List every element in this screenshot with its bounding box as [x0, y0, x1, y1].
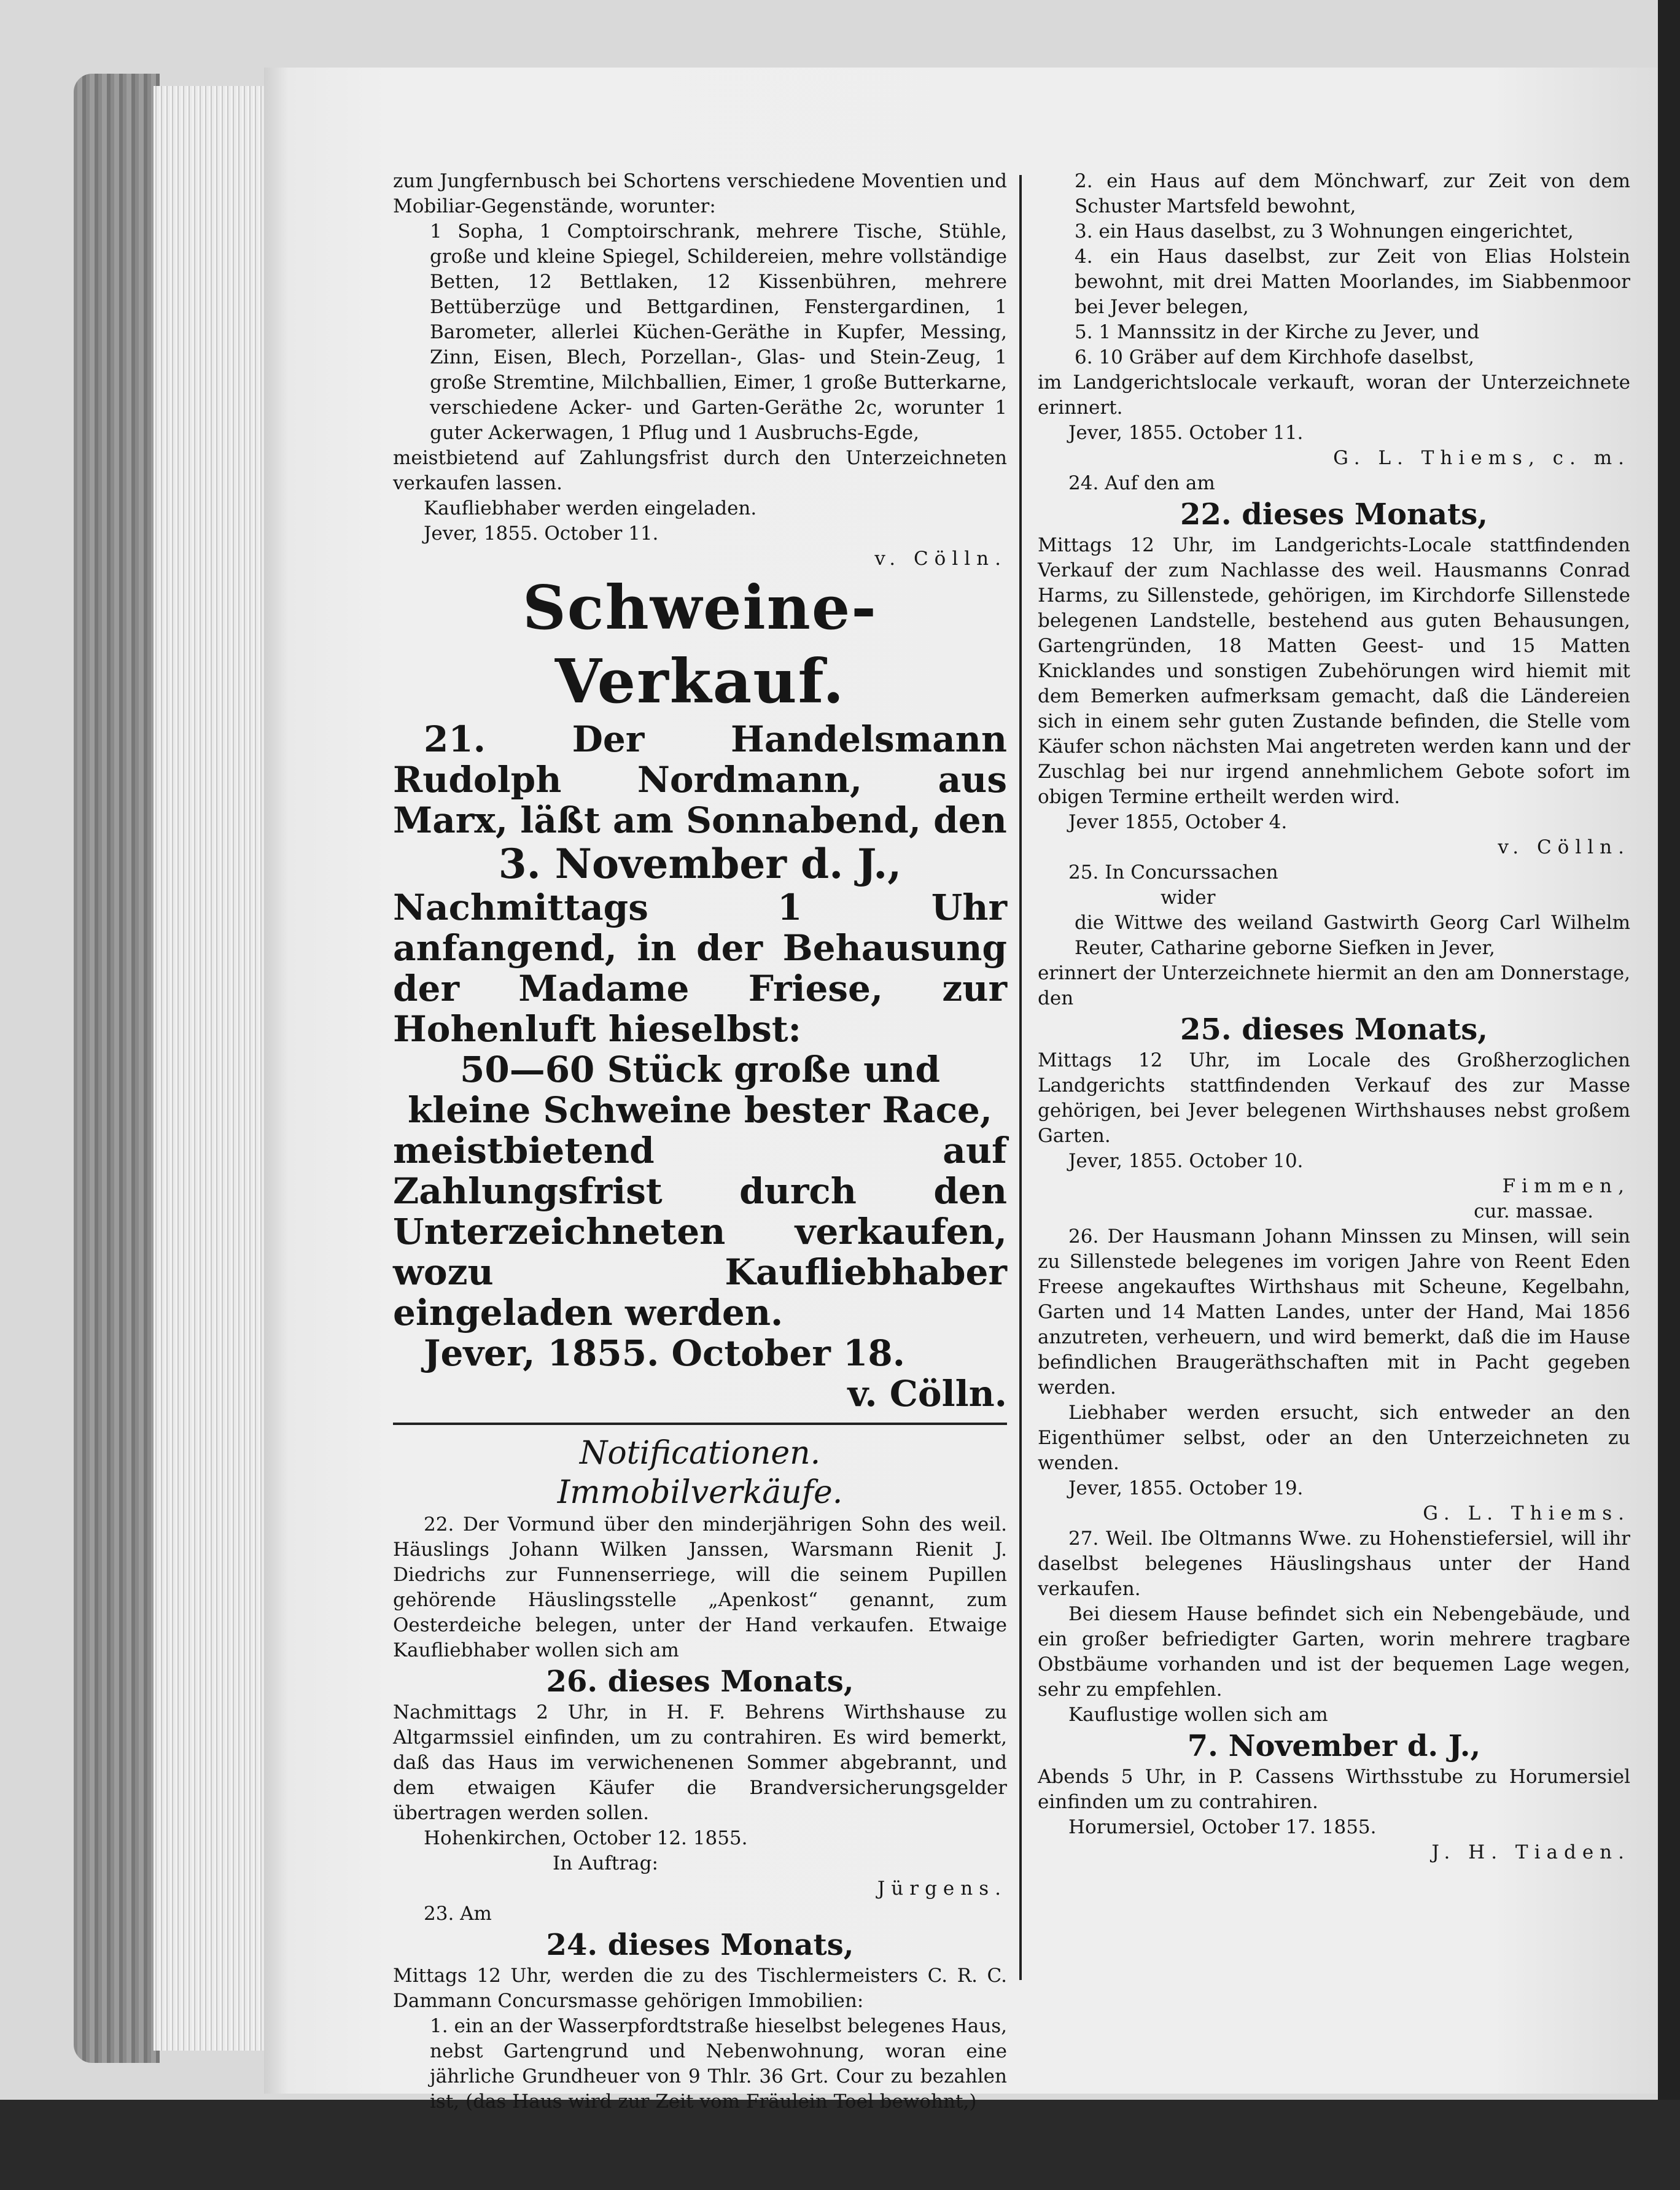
page-edges [154, 86, 264, 2051]
notice-26-signature: G. L. Thiems. [1423, 1502, 1630, 1524]
notice-27-signature: J. H. Tiaden. [1431, 1841, 1630, 1863]
notice-24-date: Jever 1855, October 4. [1068, 811, 1288, 833]
notice-25-signature-title: cur. massae. [1474, 1200, 1593, 1222]
column-rule [1019, 175, 1022, 1980]
ad-line-3: meistbietend auf Zahlungsfrist durch den Unterzeichneten verkaufen, wozu Kaufliebhaber eingeladen werden. [393, 1130, 1007, 1334]
notice-22-date: Hohenkirchen, October 12. 1855. [424, 1827, 748, 1849]
subsection-heading: Immobilverkäufe. [557, 1474, 843, 1511]
item-2: 2. ein Haus auf dem Mönchwarf, zur Zeit von dem Schuster Martsfeld bewohnt, [1075, 170, 1630, 217]
item-list: 1 Sopha, 1 Comptoirschrank, mehrere Tische, Stühle, große und kleine Spiegel, Schildereien, mehre vollständige Betten, 12 Bettlaken, 12 Kissenbühren, mehrere Bettüberzüge und Bettgardinen, Fenstergardinen, 1 Barometer, allerlei Küchen-Geräthe in Kupfer, Messing, Zinn, Eisen, Blech, Porzellan-, Glas- und Stein-Zeug, 1 große Stremtine, Milchballien, Eimer, 1 große Butterkarne, verschiedene Acker- und Garten-Geräthe 2c, worunter 1 guter Ackerwagen, 1 Pflug und 1 Ausbruchs-Egde, [430, 220, 1007, 444]
item-4: 4. ein Haus daselbst, zur Zeit von Elias Holstein bewohnt, mit drei Matten Moorlandes, im Siabbenmoor bei Jever belegen, [1075, 246, 1630, 318]
notice-22-body: Nachmittags 2 Uhr, in H. F. Behrens Wirthshause zu Altgarmssiel einfinden, um zu contrahiren. Es wird bemerkt, daß das Haus im verwichenenen Sommer abgebrannt, und dem etwaigen Käufer die Brandversicherungsgelder übertragen werden sollen. [393, 1701, 1007, 1824]
notice-27-body-2: Abends 5 Uhr, in P. Cassens Wirthsstube zu Horumersiel einfinden um zu contrahiren. [1038, 1766, 1630, 1813]
notice-26: 26. Der Hausmann Johann Minssen zu Minsen, will sein zu Sillenstede belegenes im vorigen Jahre von Reent Eden Freese angekauftes Wirthshaus mit Scheune, Kegelbahn, Garten und 14 Matten Landes, unter der Hand, Mai 1856 anzutreten, verheuern, und wird bemerkt, daß die im Hause befindlichen Braugeräthschaften mit in Pacht gegeben werden. [1038, 1225, 1630, 1399]
notice-25-signature: Fimmen, [1502, 1175, 1630, 1197]
intro-text: zum Jungfernbusch bei Schortens verschiedene Moventien und Mobiliar-Gegenstände, worunter: [393, 170, 1007, 217]
notice-23: 23. Am [424, 1903, 492, 1925]
notice-date: Jever, 1855. October 11. [424, 522, 659, 545]
notice-23-day: 24. dieses Monats, [546, 1928, 854, 1962]
notice-24-body: Mittags 12 Uhr, im Landgerichts-Locale stattfindenden Verkauf der zum Nachlasse des weil. Hausmanns Conrad Harms, zu Sillenstede, gehörigen, im Kirchdorfe Sillenstede belegenen Landstelle, bestehend aus guten Behausungen, Gartengründen, 18 Matten Geest- und 15 Matten Knicklandes und sonstigen Zubehörungen wird hiemit mit dem Bemerken aufmerksam gemacht, daß die Ländereien sich in einem sehr guten Zustande befinden, die Stelle vom Käufer schon nächsten Mai angetreten werden kann und der Zuschlag bei nur irgend annehmlichem Gebote sofort im obigen Termine ertheilt werden wird. [1038, 534, 1630, 808]
ad-line-1: 21. Der Handelsmann Rudolph Nordmann, aus Marx, läßt am Sonnabend, den [393, 718, 1007, 841]
section-heading: Notificationen. [579, 1435, 821, 1472]
left-column [393, 169, 1007, 2114]
ad-count: 50—60 Stück große und kleine Schweine bester Race, [408, 1049, 992, 1131]
item-5: 5. 1 Mannssitz in der Kirche zu Jever, und [1075, 321, 1480, 343]
notice-25-party: die Wittwe des weiland Gastwirth Georg Carl Wilhelm Reuter, Catharine geborne Siefken in Jever, [1075, 912, 1630, 959]
signature: v. Cölln. [874, 548, 1007, 570]
item-3: 3. ein Haus daselbst, zu 3 Wohnungen eingerichtet, [1075, 220, 1574, 243]
notice-27-invite: Kauflustige wollen sich am [1068, 1704, 1328, 1726]
notice-22-signature: Jürgens. [877, 1877, 1007, 1900]
notice-27: 27. Weil. Ibe Oltmanns Wwe. zu Hohenstiefersiel, will ihr daselbst belegenes Häuslingshaus unter der Hand verkaufen. [1038, 1528, 1630, 1600]
notice-22-auftrag: In Auftrag: [553, 1852, 658, 1874]
notice-25-wider: wider [1161, 887, 1216, 909]
notice-26-body: Liebhaber werden ersucht, sich entweder an den Eigenthümer selbst, oder an den Unterzeichneten zu wenden. [1038, 1402, 1630, 1474]
ad-title: Schweine-Verkauf. [523, 573, 877, 717]
ad-date: 3. November d. J., [498, 840, 902, 888]
ad-signature: v. Cölln. [847, 1373, 1007, 1415]
notice-24: 24. Auf den am [1068, 472, 1215, 494]
right-column [1038, 169, 1630, 1865]
notice-25-reminder: erinnert der Unterzeichnete hiermit an den am Donnerstage, den [1038, 962, 1630, 1009]
sale-terms: meistbietend auf Zahlungsfrist durch den Unterzeichneten verkaufen lassen. [393, 447, 1007, 494]
notice-22-day: 26. dieses Monats, [546, 1664, 854, 1699]
items-tail: im Landgerichtslocale verkauft, woran der Unterzeichnete erinnert. [1038, 371, 1630, 419]
ad-date-line: Jever, 1855. October 18. [424, 1332, 905, 1374]
notice-23-item-1: 1. ein an der Wasserpfordtstraße hieselbst belegenes Haus, nebst Gartengrund und Nebenwohnung, woran eine jährliche Grundheuer von 9 Thlr. 36 Grt. Cour zu bezahlen ist, (das Haus wird zur Zeit vom Fräulein Toel bewohnt,) [430, 2015, 1007, 2113]
notice-25-body: Mittags 12 Uhr, im Locale des Großherzoglichen Landgerichts stattfindenden Verkauf des zur Masse gehörigen, bei Jever belegenen Wirthshauses nebst großem Garten. [1038, 1049, 1630, 1147]
ad-line-2: Nachmittags 1 Uhr anfangend, in der Behausung der Madame Friese, zur Hohenluft hieselbst: [393, 887, 1007, 1050]
items-signature: G. L. Thiems, c. m. [1333, 447, 1630, 469]
notice-26-date: Jever, 1855. October 19. [1068, 1477, 1304, 1499]
notice-22: 22. Der Vormund über den minderjährigen Sohn des weil. Häuslings Johann Wilken Janssen, Warsmann Rienit J. Diedrichs zur Funnenserriege, will die seinem Pupillen gehörende Häuslingsstelle „Apenkost“ genannt, zum Oesterdeiche belegen, unter der Hand verkaufen. Etwaige Kaufliebhaber wollen sich am [393, 1513, 1007, 1661]
scan-border-right [1658, 0, 1680, 2190]
invitation: Kaufliebhaber werden eingeladen. [424, 497, 757, 519]
book-cover-edge [74, 74, 160, 2063]
notice-24-day: 22. dieses Monats, [1180, 497, 1488, 532]
notice-24-signature: v. Cölln. [1498, 836, 1630, 858]
notice-27-body: Bei diesem Hause befindet sich ein Nebengebäude, und ein großer befriedigter Garten, worin mehrere tragbare Obstbäume vorhanden und ist der bequemen Lage wegen, sehr zu empfehlen. [1038, 1603, 1630, 1701]
notice-25-day: 25. dieses Monats, [1180, 1012, 1488, 1047]
divider [393, 1423, 1007, 1425]
items-date: Jever, 1855. October 11. [1068, 422, 1304, 444]
notice-25: 25. In Concurssachen [1068, 861, 1278, 883]
item-6: 6. 10 Gräber auf dem Kirchhofe daselbst, [1075, 346, 1474, 368]
notice-25-date: Jever, 1855. October 10. [1068, 1150, 1304, 1172]
notice-23-body: Mittags 12 Uhr, werden die zu des Tischlermeisters C. R. C. Dammann Concursmasse gehörigen Immobilien: [393, 1965, 1007, 2012]
notice-27-day: 7. November d. J., [1187, 1729, 1481, 1763]
notice-27-date: Horumersiel, October 17. 1855. [1068, 1816, 1377, 1838]
